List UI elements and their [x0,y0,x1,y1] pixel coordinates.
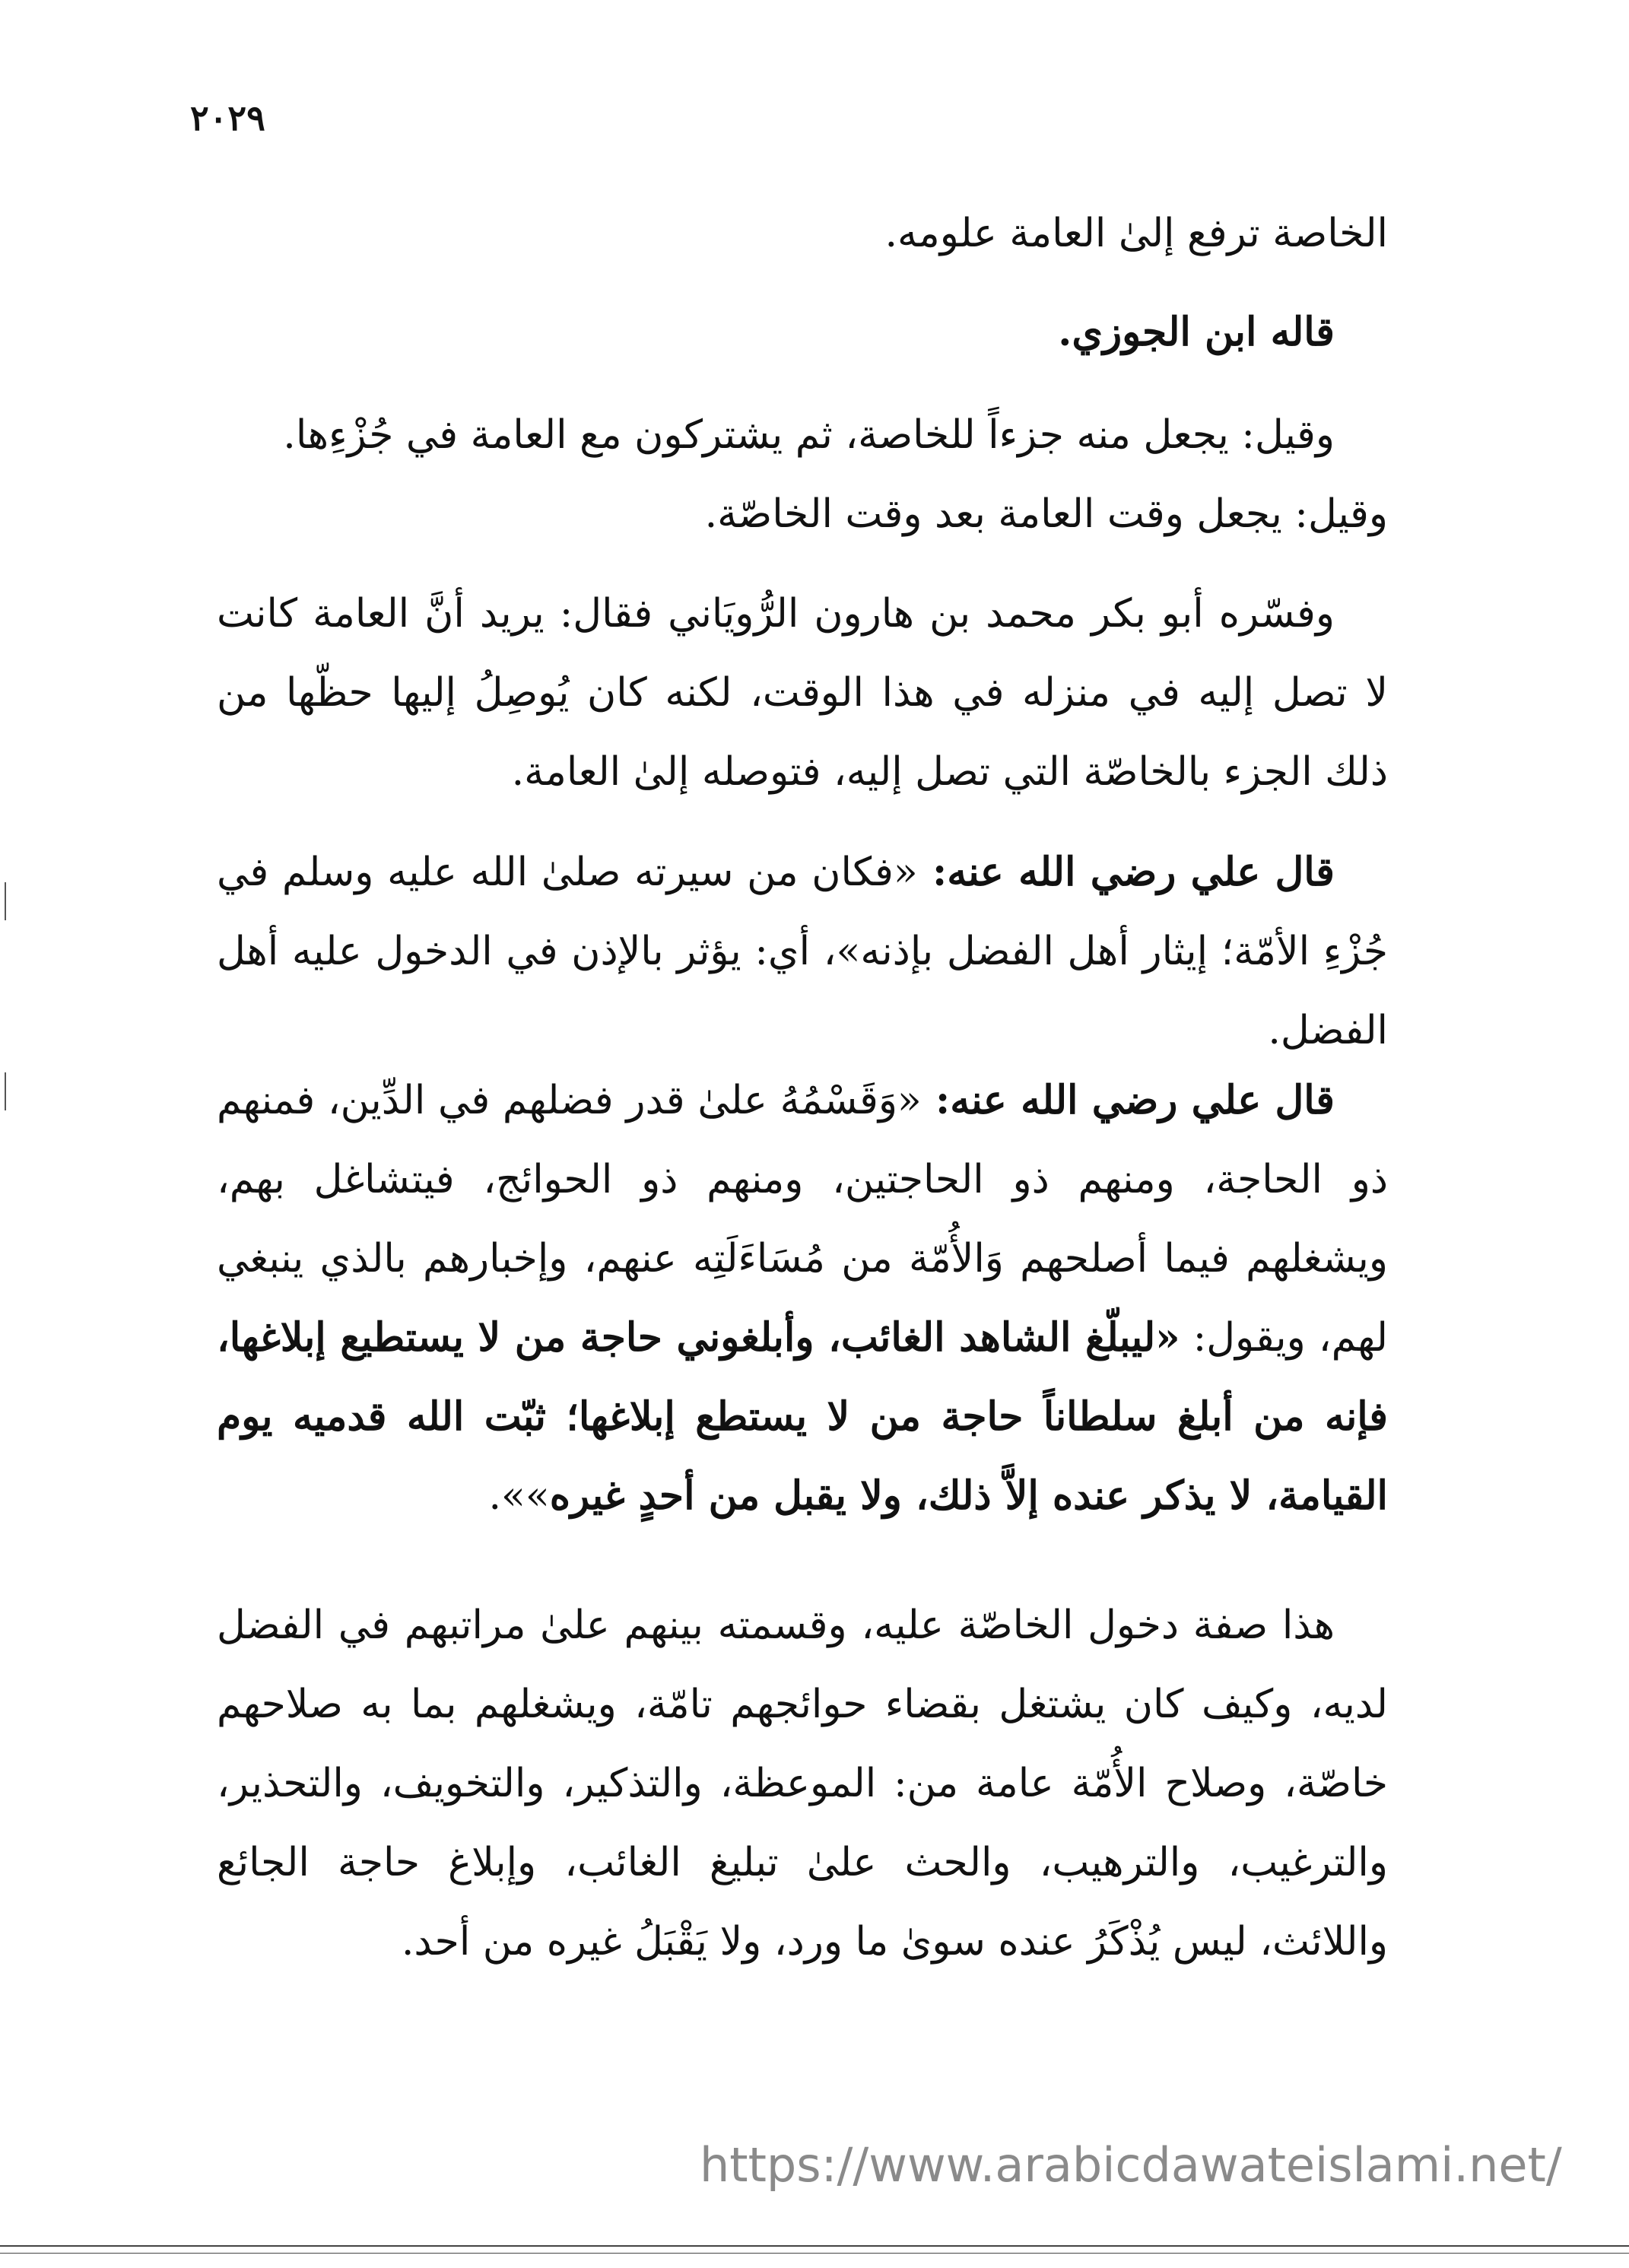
scan-edge-mark [5,882,6,920]
paragraph-ali-2-end: »». [488,1473,550,1519]
paragraph-ali-2-quote: «ليبلّغ الشاهد الغائب، وأبلغوني حاجة من لا يستطيع إبلاغها، فإنه من أبلغ سلطاناً حاجة من لا يستطع إبلاغها؛ ثبّت الله قدميه يوم القيامة، لا يذكر عنده إلاَّ ذلك، ولا يقبل من أحدٍ غيره [217,1314,1388,1519]
paragraph-ali-1-body: «فكان من سيرته صلىٰ الله عليه وسلم في جُزْءِ الأمّة؛ إيثار أهل الفضل بإذنه»، أي: يؤثر بالإذن في الدخول عليه أهل الفضل. [217,850,1388,1053]
paragraph-summary: هذا صفة دخول الخاصّة عليه، وقسمته بينهم علىٰ مراتبهم في الفضل لديه، وكيف كان يشتغل بقضاء حوائجهم تامّة، ويشغلهم بما به صلاحهم خاصّة، وصلاح الأُمّة عامة من: الموعظة، والتذكير، والتخويف، والتحذير، والترغيب، والترهيب، والحث علىٰ تبليغ الغائب، وإبلاغ حاجة الجائع واللائث، ليس يُذْكَرُ عنده سوىٰ ما ورد، ولا يَقْبَلُ غيره من أحد. [217,1603,1388,1965]
footer-rule-thin [0,2253,1629,2254]
paragraph-qil-1: وقيل: يجعل منه جزءاً للخاصة، ثم يشتركون مع العامة في جُزْءِها. [283,412,1335,458]
paragraph-continuation: الخاصة ترفع إلىٰ العامة علومه. [884,211,1388,256]
paragraph-ali-1 [217,833,1388,1070]
attribution-ibn-jawzi: قاله ابن الجوزي. [1058,309,1335,355]
page-number: ٢٠٢٩ [190,97,265,138]
footer-rule [0,2245,1629,2247]
paragraph-ali-2 [217,1061,1388,1536]
footer-url: https://www.arabicdawateislami.net/ [700,2137,1562,2193]
paragraph-qil-2: وقيل: يجعل وقت العامة بعد وقت الخاصّة. [704,491,1388,537]
paragraph-ali-1-lead: قال علي رضي الله عنه: [917,849,1335,895]
paragraph-ali-2-lead: قال علي رضي الله عنه: [921,1077,1335,1123]
scan-edge-mark [5,1072,6,1110]
paragraph-ruyani: وفسّره أبو بكر محمد بن هارون الرُّويَاني فقال: يريد أنَّ العامة كانت لا تصل إليه في منزله في هذا الوقت، لكنه كان يُوصِلُ إليها حظّها من ذلك الجزء بالخاصّة التي تصل إليه، فتوصله إلىٰ العامة. [217,591,1388,795]
paragraph-ali-2-body: «وَقَسْمُهُ علىٰ قدر فضلهم في الدِّين، فمنهم ذو الحاجة، ومنهم ذو الحاجتين، ومنهم ذو الحوائج، فيتشاغل بهم، ويشغلهم فيما أصلحهم وَالأُمّة من مُسَاءَلَتِه عنهم، وإخبارهم بالذي ينبغي لهم، ويقول: [217,1078,1388,1361]
